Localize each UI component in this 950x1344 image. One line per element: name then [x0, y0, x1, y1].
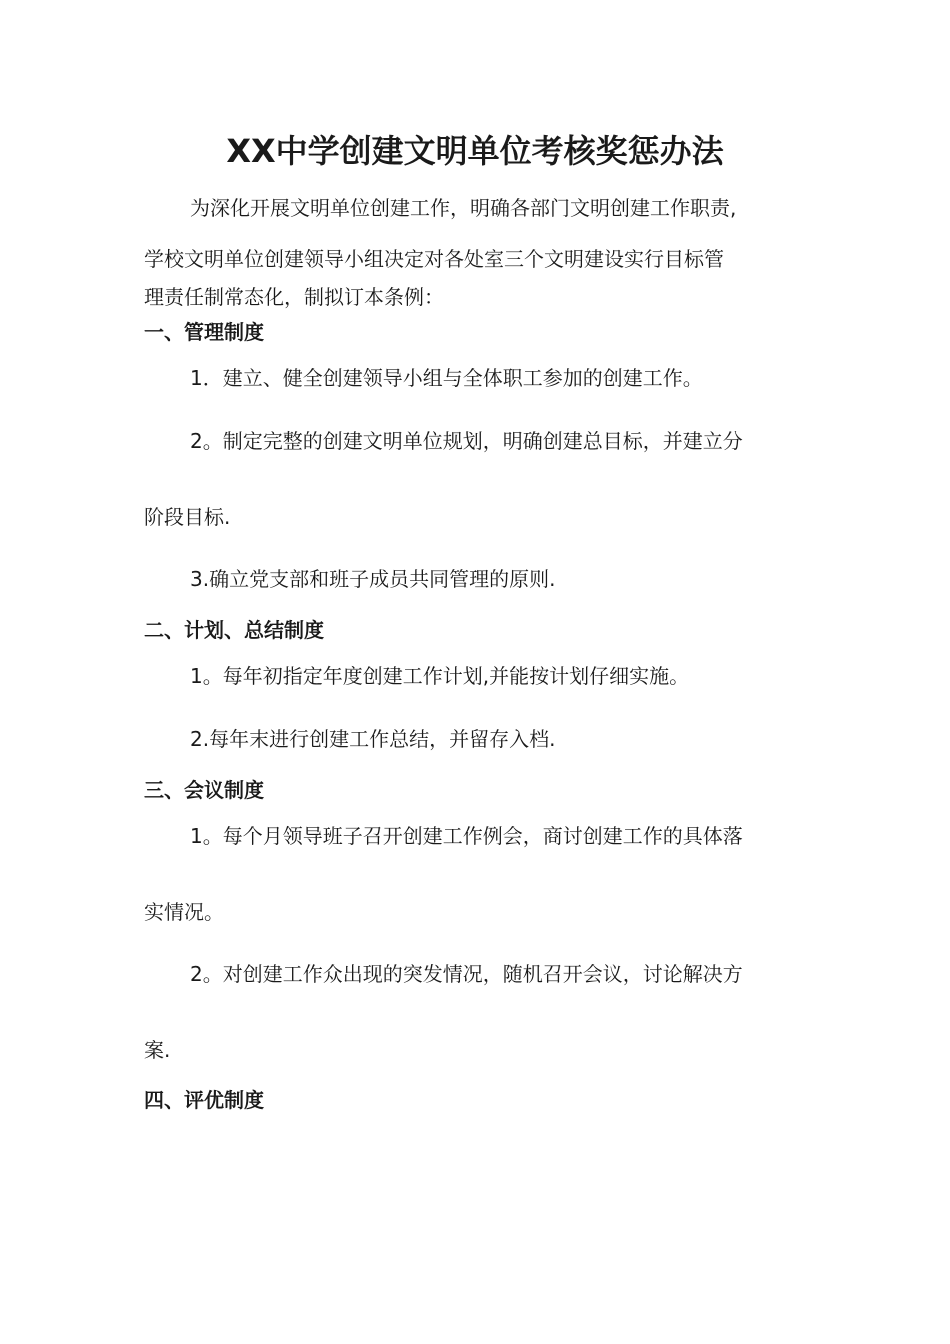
- section1-item-1: 1．建立、健全创建领导小组与全体职工参加的创建工作。: [190, 366, 703, 390]
- section3-item-2-line-1: 2。对创建工作众出现的突发情况，随机召开会议，讨论解决方: [190, 962, 743, 986]
- section-heading-plan-summary: 二、计划、总结制度: [144, 618, 324, 642]
- intro-line-2: 学校文明单位创建领导小组决定对各处室三个文明建设实行目标管: [144, 247, 724, 271]
- section3-item-2-line-2: 案.: [144, 1038, 171, 1062]
- section1-item-3: 3.确立党支部和班子成员共同管理的原则.: [190, 567, 556, 591]
- section-heading-evaluation: 四、评优制度: [144, 1088, 264, 1112]
- section1-item-2-line-1: 2。制定完整的创建文明单位规划，明确创建总目标，并建立分: [190, 429, 743, 453]
- section1-item-2-line-2: 阶段目标.: [144, 505, 231, 529]
- section-heading-management: 一、管理制度: [144, 320, 264, 344]
- intro-line-1: 为深化开展文明单位创建工作，明确各部门文明创建工作职责,: [190, 196, 737, 220]
- section2-item-1: 1。每年初指定年度创建工作计划,并能按计划仔细实施。: [190, 664, 690, 688]
- section-heading-meeting: 三、会议制度: [144, 778, 264, 802]
- document-title: XX中学创建文明单位考核奖惩办法: [226, 132, 724, 170]
- intro-line-3: 理责任制常态化，制拟订本条例：: [144, 285, 444, 309]
- section2-item-2: 2.每年末进行创建工作总结，并留存入档.: [190, 727, 556, 751]
- section3-item-1-line-2: 实情况。: [144, 900, 224, 924]
- section3-item-1-line-1: 1。每个月领导班子召开创建工作例会，商讨创建工作的具体落: [190, 824, 743, 848]
